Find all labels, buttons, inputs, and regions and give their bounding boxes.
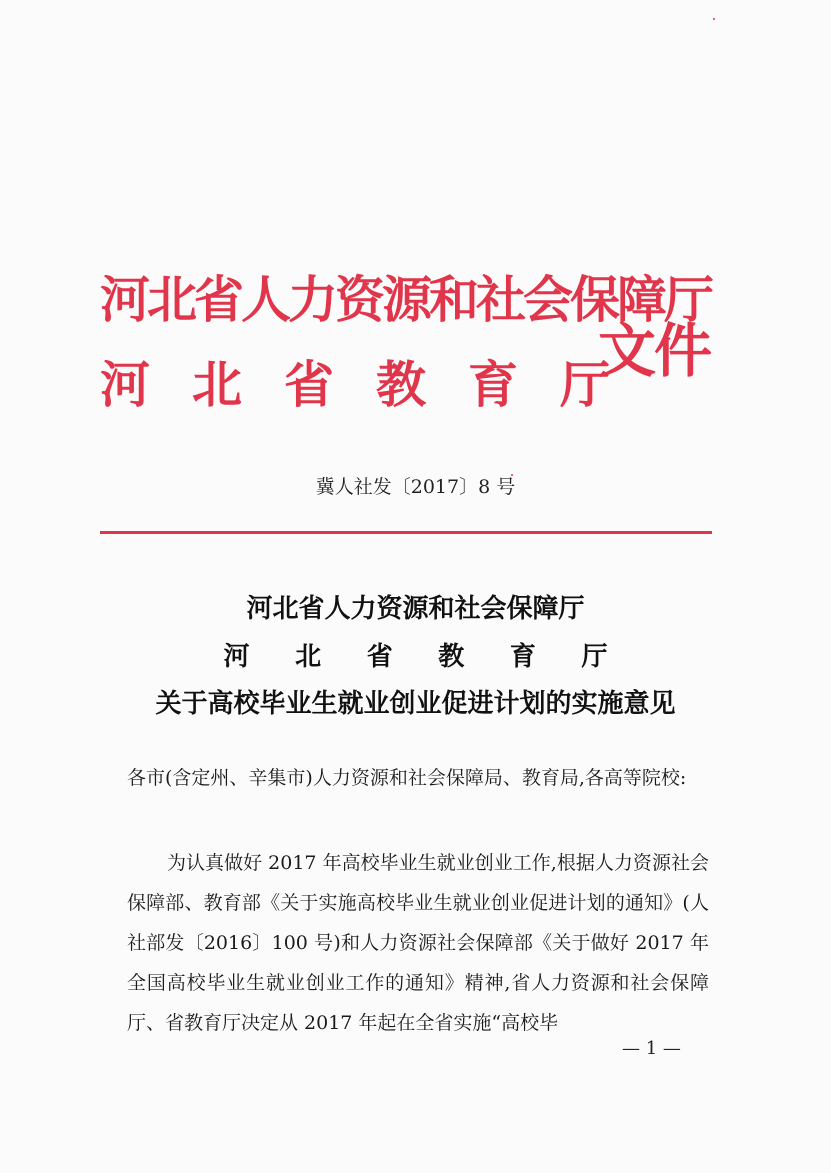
title-line2-char: 河 [223, 642, 250, 672]
title-line2-char: 育 [509, 642, 536, 672]
red-divider-line [100, 531, 712, 534]
issuer-line2-char: 省 [284, 356, 334, 414]
title-line3: 关于高校毕业生就业创业促进计划的实施意见 [155, 689, 676, 719]
addressee: 各市(含定州、辛集市)人力资源和社会保障局、教育局,各高等院校: [127, 767, 687, 789]
title-line2-char: 教 [438, 642, 465, 672]
red-speck [713, 18, 715, 20]
paragraph-text: 为认真做好 2017 年高校毕业生就业创业工作,根据人力资源社会保障部、教育部《关于实施高校毕业生就业创业促进计划的通知》(人社部发〔2016〕100 号)和人力资源社会保障部《关于做好 2017 年全国高校毕业生就业创业工作的通知》精神,省人力资源和社会保障厅、省教育厅决定从 2017 年起在全省实施“高校毕 [127, 852, 709, 1034]
issuer-line2-char: 河 [100, 356, 150, 414]
body-paragraph [127, 843, 709, 1043]
document-word: 文件 [598, 317, 711, 385]
issuer-name-line2 [100, 355, 610, 415]
issuer-line2-char: 北 [192, 356, 242, 414]
issuer-line2-char: 厅 [560, 356, 610, 414]
title-line2-char: 北 [295, 642, 322, 672]
red-speck [511, 474, 513, 476]
issuer-name-line1: 河北省人力资源和社会保障厅 [100, 271, 711, 329]
issuer-line2-char: 育 [468, 356, 518, 414]
document-number: 冀人社发〔2017〕8 号 [315, 476, 516, 498]
page-number: — 1 — [622, 1038, 681, 1059]
title-line1: 河北省人力资源和社会保障厅 [246, 594, 585, 624]
title-line2-char: 厅 [581, 642, 608, 672]
title-line2 [0, 640, 831, 674]
issuer-line2-char: 教 [376, 356, 426, 414]
title-line2-char: 省 [366, 642, 393, 672]
